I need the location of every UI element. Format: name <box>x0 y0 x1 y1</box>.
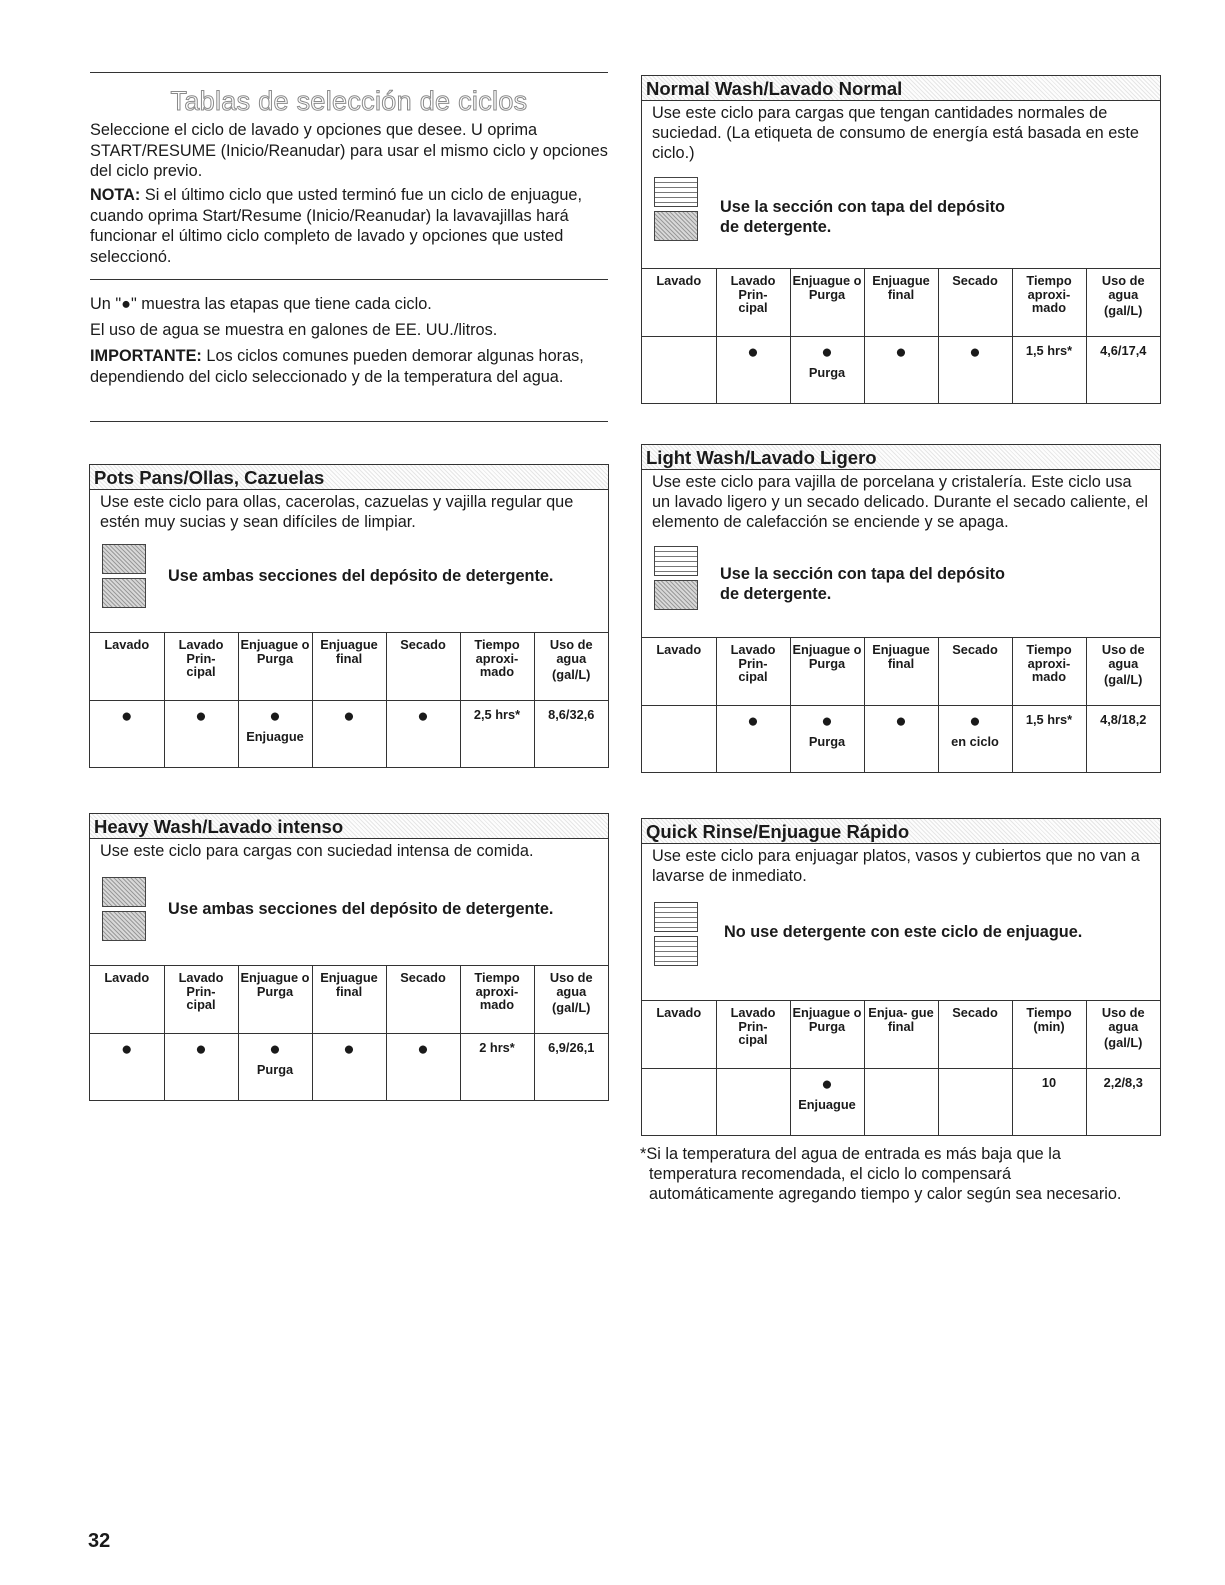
col-header: Enjuague o Purga <box>238 633 312 701</box>
cycle-description: Use este ciclo para ollas, cacerolas, cazuelas y vajilla regular que estén muy sucias y sean difíciles de limpiar. <box>100 493 574 531</box>
col-header: Secado <box>386 966 460 1034</box>
col-header: Enjuague o Purga <box>790 269 864 337</box>
cycle-water: 4,8/18,2 <box>1086 706 1160 772</box>
detergent-instruction <box>90 532 608 632</box>
col-header: Enjuague o Purga <box>790 638 864 706</box>
cycle-time: 2 hrs* <box>460 1034 534 1100</box>
stage-dot: ● <box>895 711 907 732</box>
note-paragraph <box>90 185 610 267</box>
col-header: Lavado <box>104 637 150 652</box>
stage-sub: Purga <box>808 734 846 749</box>
stage-sub: en ciclo <box>951 734 999 749</box>
col-header: Enjuague final <box>864 269 938 337</box>
detergent-text: Use ambas secciones del depósito de detergente. <box>168 900 554 918</box>
stage-sub: Purga <box>808 365 846 380</box>
dispenser-lid-icon <box>654 546 698 614</box>
note-label: NOTA: <box>90 186 141 204</box>
dispenser-both-icon <box>102 544 146 612</box>
water-info: El uso de agua se muestra en galones de EE. UU./litros. <box>90 321 498 339</box>
col-header: Tiempo aproxi- mado <box>1012 638 1086 706</box>
cycle-pots-pans <box>89 464 609 768</box>
cycle-quick-rinse <box>641 818 1161 1136</box>
cycle-title: Quick Rinse/Enjuague Rápido <box>642 819 1160 844</box>
stage-sub: Purga <box>256 1062 294 1077</box>
col-header: Enjuague o Purga <box>790 1001 864 1069</box>
dispenser-empty-icon <box>654 902 698 970</box>
stage-dot: ● <box>747 342 759 363</box>
col-header: Lavado Prin- cipal <box>716 1001 790 1069</box>
important-paragraph <box>90 346 610 387</box>
stage-dot: ● <box>121 1039 133 1060</box>
detergent-instruction <box>642 163 1160 268</box>
detergent-text: Use la sección con tapa del depósito de detergente. <box>720 565 1006 603</box>
divider-1 <box>90 279 608 280</box>
col-header: Enjuague final <box>864 638 938 706</box>
col-header: Tiempo aproxi- mado <box>460 966 534 1034</box>
col-header: Lavado <box>656 273 702 288</box>
cycle-water: 6,9/26,1 <box>534 1034 608 1100</box>
cycle-title: Heavy Wash/Lavado intenso <box>90 814 608 839</box>
stage-dot: ● <box>821 711 833 732</box>
page-title: Tablas de selección de ciclos <box>170 86 528 116</box>
stage-sub: Enjuague <box>798 1097 856 1112</box>
dispenser-lid-icon <box>654 177 698 245</box>
cycle-time: 10 <box>1012 1069 1086 1135</box>
col-header: Secado <box>386 633 460 701</box>
cycle-normal-wash <box>641 75 1161 404</box>
col-header: Lavado <box>656 642 702 657</box>
col-header: Secado <box>938 1001 1012 1069</box>
top-rule-left <box>90 72 608 73</box>
col-header: Uso de agua (gal/L) <box>1086 638 1160 706</box>
stage-dot: ● <box>343 706 355 727</box>
detergent-instruction <box>90 861 608 965</box>
cycle-table <box>642 637 1160 772</box>
cycle-description: Use este ciclo para enjuagar platos, vasos y cubiertos que no van a lavarse de inmediato. <box>652 847 1140 885</box>
col-header: Uso de agua (gal/L) <box>1086 1001 1160 1069</box>
stage-sub: Enjuague <box>246 729 304 744</box>
cycle-table <box>642 1000 1160 1135</box>
cycle-title: Normal Wash/Lavado Normal <box>642 76 1160 101</box>
stage-dot: ● <box>417 1039 429 1060</box>
cycle-water: 8,6/32,6 <box>534 701 608 767</box>
stage-dot: ● <box>969 342 981 363</box>
stage-dot: ● <box>269 1039 281 1060</box>
col-header: Tiempo aproxi- mado <box>1012 269 1086 337</box>
col-header: Lavado Prin- cipal <box>716 269 790 337</box>
cycle-time: 2,5 hrs* <box>460 701 534 767</box>
stage-dot: ● <box>821 1074 833 1095</box>
col-header: Secado <box>938 638 1012 706</box>
col-header: Lavado <box>104 970 150 985</box>
col-header: Uso de agua (gal/L) <box>1086 269 1160 337</box>
cycle-water: 4,6/17,4 <box>1086 337 1160 403</box>
col-header: Enjuague final <box>312 633 386 701</box>
stage-dot: ● <box>269 706 281 727</box>
cycle-title: Pots Pans/Ollas, Cazuelas <box>90 465 608 490</box>
detergent-text: Use ambas secciones del depósito de detergente. <box>168 567 554 585</box>
cycle-description: Use este ciclo para cargas con suciedad intensa de comida. <box>100 842 534 860</box>
stage-dot: ● <box>343 1039 355 1060</box>
stage-dot: ● <box>969 711 981 732</box>
cycle-heavy-wash <box>89 813 609 1101</box>
detergent-text: Use la sección con tapa del depósito de detergente. <box>720 198 1006 236</box>
col-header: Enjuague final <box>312 966 386 1034</box>
col-header: Lavado Prin- cipal <box>716 638 790 706</box>
footnote: *Si la temperatura del agua de entrada es más baja que la temperatura recomendada, el ciclo lo compensará automáticamente agregando tiempo y calor según sea necesario. <box>640 1145 1122 1203</box>
divider-2 <box>90 421 608 422</box>
cycle-time: 1,5 hrs* <box>1012 337 1086 403</box>
stage-dot: ● <box>417 706 429 727</box>
cycle-title: Light Wash/Lavado Ligero <box>642 445 1160 470</box>
col-header: Enjuague o Purga <box>238 966 312 1034</box>
page-number: 32 <box>88 1530 111 1552</box>
stage-dot: ● <box>121 706 133 727</box>
cycle-table <box>90 965 608 1100</box>
cycle-description: Use este ciclo para cargas que tengan cantidades normales de suciedad. (La etiqueta de consumo de energía está basada en este ciclo.) <box>652 104 1139 162</box>
cycle-description: Use este ciclo para vajilla de porcelana y cristalería. Este ciclo usa un lavado ligero y un secado delicado. Durante el secado caliente, el elemento de calefacción se enciende y se apaga. <box>652 473 1148 531</box>
col-header: Uso de agua (gal/L) <box>534 966 608 1034</box>
col-header: Tiempo aproxi- mado <box>460 633 534 701</box>
stage-dot: ● <box>747 711 759 732</box>
stage-dot: ● <box>895 342 907 363</box>
stage-dot: ● <box>195 1039 207 1060</box>
col-header: Enjua- gue final <box>864 1001 938 1069</box>
detergent-instruction <box>642 886 1160 1000</box>
cycle-light-wash <box>641 444 1161 773</box>
important-text: Los ciclos comunes pueden demorar algunas horas, dependiendo del ciclo seleccionado y de la temperatura del agua. <box>90 347 584 386</box>
cycle-table <box>642 268 1160 403</box>
detergent-instruction <box>642 532 1160 637</box>
detergent-text: No use detergente con este ciclo de enjuague. <box>724 923 1083 941</box>
stage-dot: ● <box>821 342 833 363</box>
col-header: Secado <box>938 269 1012 337</box>
note-text: Si el último ciclo que usted terminó fue un ciclo de enjuague, cuando oprima Start/Resume (Inicio/Reanudar) la lavavajillas hará funcionar el último ciclo completo de lavado y opciones que usted seleccionó. <box>90 186 583 266</box>
col-header: Tiempo (min) <box>1012 1001 1086 1069</box>
dispenser-both-icon <box>102 877 146 945</box>
cycle-time: 1,5 hrs* <box>1012 706 1086 772</box>
stage-dot: ● <box>195 706 207 727</box>
intro-paragraph: Seleccione el ciclo de lavado y opciones que desee. U oprima START/RESUME (Inicio/Reanudar) para usar el mismo ciclo y opciones del ciclo previo. <box>90 121 608 180</box>
cycle-water: 2,2/8,3 <box>1086 1069 1160 1135</box>
col-header: Lavado Prin- cipal <box>164 633 238 701</box>
important-label: IMPORTANTE: <box>90 347 202 365</box>
cycle-table <box>90 632 608 767</box>
col-header: Lavado <box>656 1005 702 1020</box>
col-header: Uso de agua (gal/L) <box>534 633 608 701</box>
col-header: Lavado Prin- cipal <box>164 966 238 1034</box>
bullet-info: Un "●" muestra las etapas que tiene cada ciclo. <box>90 295 432 313</box>
